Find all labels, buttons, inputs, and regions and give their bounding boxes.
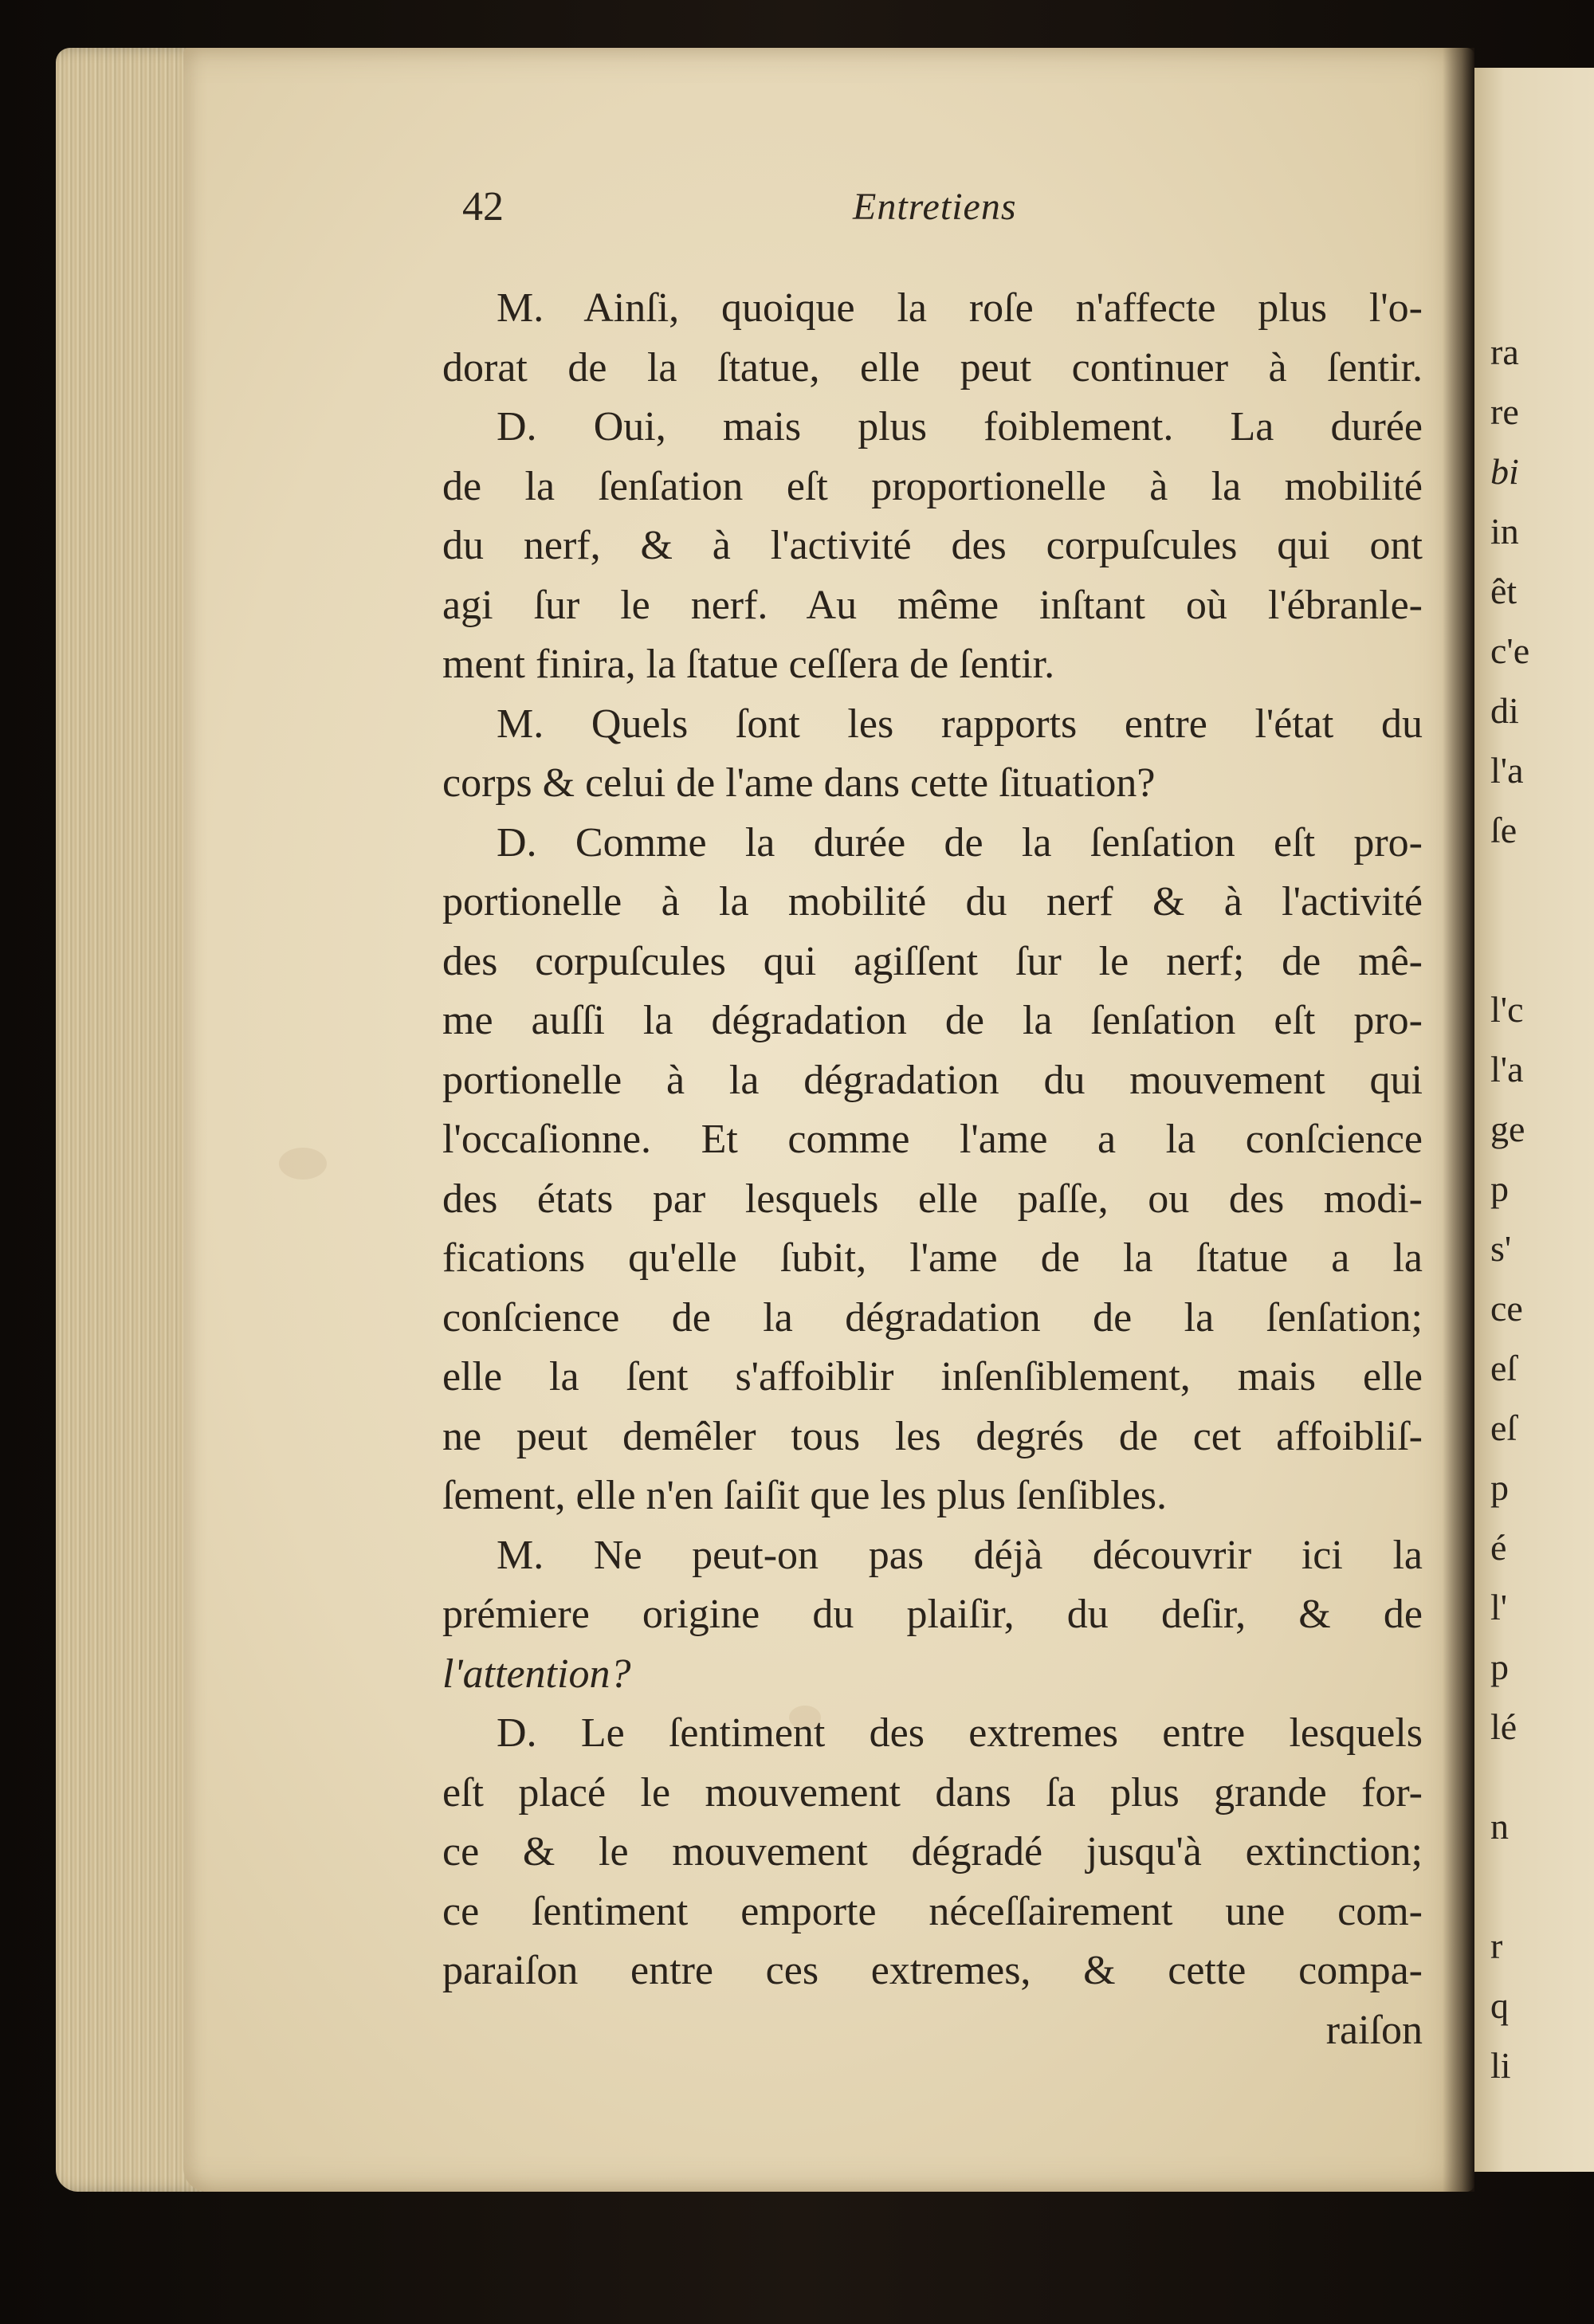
facing-fragment: in — [1490, 511, 1519, 552]
text-line: ce & le mouvement dégradé jusqu'à extinction; — [442, 1829, 1423, 1875]
facing-fragment: di — [1490, 690, 1519, 731]
facing-fragment: bi — [1490, 451, 1519, 492]
facing-fragment: l'a — [1490, 1049, 1524, 1089]
facing-fragment: s' — [1490, 1228, 1512, 1269]
facing-fragment: q — [1490, 1985, 1509, 2026]
facing-fragment: eſ — [1490, 1407, 1517, 1448]
text-line: D. Oui, mais plus foiblement. La durée — [497, 404, 1423, 449]
text-line: ne peut demêler tous les degrés de cet affoibliſ- — [442, 1413, 1423, 1459]
running-title: Entretiens — [853, 186, 1017, 228]
facing-fragment: ge — [1490, 1109, 1525, 1149]
text-line: du nerf, & à l'activité des corpuſcules qui ont — [442, 523, 1423, 568]
paper-spot — [279, 1148, 327, 1180]
body-text — [442, 279, 1423, 2060]
facing-fragment: l'a — [1490, 750, 1524, 791]
text-line: l'attention? — [442, 1651, 631, 1697]
text-line: D. Le ſentiment des extremes entre lesquels — [497, 1710, 1423, 1756]
text-line: elle la ſent s'affoiblir inſenſiblement, mais elle — [442, 1354, 1423, 1400]
text-line: ce ſentiment emporte néceſſairement une com- — [442, 1888, 1423, 1934]
facing-fragment: p — [1490, 1647, 1509, 1687]
text-line: des corpuſcules qui agiſſent ſur le nerf; de mê- — [442, 938, 1423, 984]
facing-fragment: c'e — [1490, 630, 1530, 671]
page-header — [462, 183, 1419, 239]
text-line: D. Comme la durée de la ſenſation eſt pro- — [497, 819, 1423, 866]
facing-fragment: eſ — [1490, 1348, 1517, 1388]
text-line: M. Quels ſont les rapports entre l'état du — [497, 701, 1423, 747]
text-line: l'occaſionne. Et comme l'ame a la conſcience — [442, 1117, 1423, 1162]
text-line: paraiſon entre ces extremes, & cette compa- — [442, 1948, 1423, 1993]
text-line: dorat de la ſtatue, elle peut continuer à ſentir. — [442, 344, 1423, 391]
facing-fragment: l' — [1490, 1587, 1508, 1627]
text-line: me auſſi la dégradation de la ſenſation eſt pro- — [442, 998, 1423, 1043]
facing-fragment: r — [1490, 1926, 1503, 1966]
facing-fragment: p — [1490, 1168, 1509, 1209]
text-line: de la ſenſation eſt proportionelle à la mobilité — [442, 463, 1423, 509]
text-line: ſement, elle n'en ſaiſit que les plus ſenſibles. — [442, 1473, 1168, 1518]
text-line: portionelle à la dégradation du mouvement qui — [442, 1057, 1423, 1103]
text-line: conſcience de la dégradation de la ſenſation; — [442, 1294, 1423, 1341]
facing-fragment: p — [1490, 1467, 1509, 1508]
text-line: fications qu'elle ſubit, l'ame de la ſtatue a la — [442, 1235, 1423, 1281]
book-gutter — [1443, 48, 1474, 2192]
catchword: raiſon — [1325, 2007, 1423, 2053]
facing-fragment: li — [1490, 2045, 1511, 2086]
text-line: agi ſur le nerf. Au même inſtant où l'ébranle- — [442, 582, 1423, 628]
text-line: portionelle à la mobilité du nerf & à l'activité — [442, 879, 1423, 924]
text-line: corps & celui de l'ame dans cette ſituation? — [442, 760, 1156, 806]
text-line: des états par lesquels elle paſſe, ou des modi- — [442, 1176, 1423, 1222]
text-line: prémiere origine du plaiſir, du deſir, & de — [442, 1592, 1423, 1637]
facing-fragment: re — [1490, 391, 1519, 432]
facing-fragment: ce — [1490, 1288, 1523, 1329]
facing-fragment: êt — [1490, 571, 1517, 611]
facing-fragment: l'c — [1490, 989, 1524, 1030]
text-line: ment finira, la ſtatue ceſſera de ſentir. — [442, 642, 1055, 687]
text-line: eſt placé le mouvement dans ſa plus grande for- — [442, 1769, 1423, 1816]
facing-fragment: n — [1490, 1806, 1509, 1847]
facing-fragment: ſe — [1490, 810, 1517, 850]
text-line: M. Ainſi, quoique la roſe n'affecte plus l'o- — [497, 285, 1423, 331]
facing-page — [1474, 68, 1594, 2172]
text-line: M. Ne peut-on pas déjà découvrir ici la — [497, 1532, 1423, 1578]
page-number: 42 — [462, 184, 504, 230]
facing-fragment: lé — [1490, 1706, 1517, 1747]
facing-fragment: é — [1490, 1527, 1507, 1568]
facing-fragment: ra — [1490, 332, 1519, 372]
